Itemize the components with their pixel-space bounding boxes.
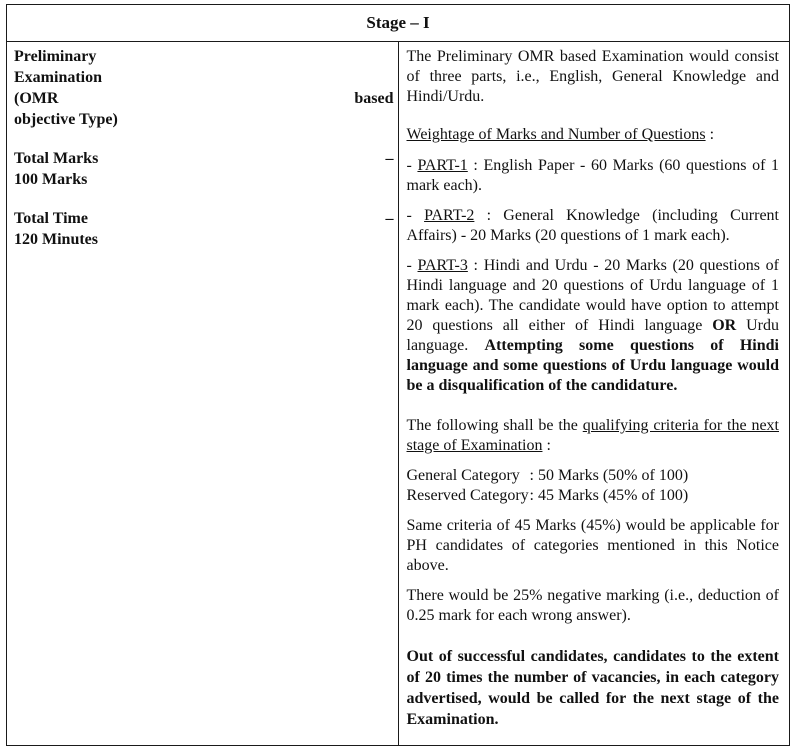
qualifying-intro: The following shall be the: [406, 417, 583, 434]
general-category-value: : 50 Marks (50% of 100): [529, 467, 689, 484]
exam-type-line: objective Type): [14, 111, 118, 128]
content-row: [7, 42, 790, 746]
part1-dash: -: [406, 157, 418, 174]
reserved-category-value: : 45 Marks (45% of 100): [529, 487, 689, 504]
part3-text: : Hindi and Urdu - 20 Marks (20 questions of Hindi language and 20 questions of Urdu language of 1 mark each). The candidate would have option to attempt 20 questions all either of Hindi language: [406, 257, 780, 334]
total-time-word: Total Time: [14, 210, 88, 227]
exam-summary-cell: [7, 42, 399, 746]
exam-details-cell: [398, 42, 790, 746]
exam-type-word: (OMR: [14, 90, 59, 107]
qualifying-paragraph: [407, 416, 780, 456]
qualifying-colon: :: [542, 437, 551, 454]
part3-or: OR: [712, 317, 737, 334]
total-marks-line: [14, 148, 394, 169]
part1-label: PART-1: [417, 157, 468, 174]
total-time-value: 120 Minutes: [14, 231, 98, 248]
reserved-category-label: Reserved Category: [406, 487, 529, 504]
intro-paragraph: The Preliminary OMR based Examination would consist of three parts, i.e., English, General Knowledge and Hindi/Urdu.: [406, 48, 779, 105]
total-marks-word: Total Marks: [14, 150, 99, 167]
part3-label: PART-3: [417, 257, 468, 274]
general-category-label: General Category: [406, 467, 520, 484]
part2-text: : General Knowledge (including Current Affairs) - 20 Marks (20 questions of 1 mark each).: [406, 207, 779, 244]
stage-table: [6, 4, 790, 746]
successful-candidates-paragraph: Out of successful candidates, candidates to the extent of 20 times the number of vacancies, in each category advertised, would be called for the next stage of the Examination.: [406, 648, 779, 728]
header-row: [7, 5, 790, 42]
total-time-label: [14, 208, 394, 250]
total-marks-value: 100 Marks: [14, 171, 88, 188]
part3-paragraph: [407, 256, 780, 396]
part3-text-continued: Urdu language.: [406, 317, 779, 354]
criteria-list: [407, 466, 780, 506]
total-time-line: [14, 208, 394, 229]
exam-type-line: Preliminary: [14, 48, 97, 65]
negative-marking-paragraph: There would be 25% negative marking (i.e., deduction of 0.25 mark for each wrong answer).: [406, 587, 779, 624]
weightage-heading: [407, 125, 780, 145]
criteria-row-reserved: [407, 486, 780, 506]
part2-dash: -: [406, 207, 425, 224]
exam-type-line: Examination: [14, 69, 103, 86]
total-time-dash: –: [385, 210, 394, 227]
part1-paragraph: [407, 156, 780, 196]
stage-title: Stage – I: [7, 5, 790, 42]
exam-type-word: based: [354, 90, 394, 107]
qualifying-criteria-text: qualifying criteria for the next stage of Examination: [406, 417, 779, 454]
exam-type-label: [14, 46, 394, 130]
part1-text: : English Paper - 60 Marks (60 questions of 1 mark each).: [406, 157, 780, 194]
total-marks-dash: –: [385, 150, 394, 167]
exam-type-line: [14, 88, 394, 109]
part2-label: PART-2: [424, 207, 475, 224]
criteria-row-general: [407, 466, 780, 486]
part3-warning: Attempting some questions of Hindi language and some questions of Urdu language would be a disqualification of the candidature.: [406, 337, 779, 394]
ph-criteria-paragraph: Same criteria of 45 Marks (45%) would be applicable for PH candidates of categories mentioned in this Notice above.: [406, 517, 779, 574]
part3-dash: -: [406, 257, 418, 274]
weightage-colon: :: [705, 126, 715, 143]
part2-paragraph: [407, 206, 780, 246]
weightage-heading-text: Weightage of Marks and Number of Questions: [406, 126, 706, 143]
total-marks-label: [14, 148, 394, 190]
